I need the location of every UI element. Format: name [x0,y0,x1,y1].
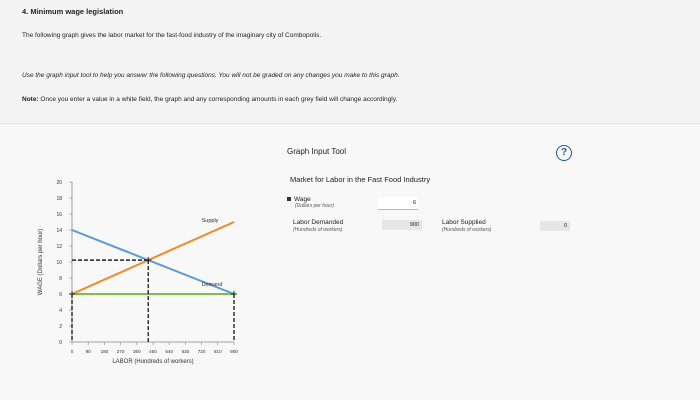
supply-label: Supply [201,218,219,224]
x-axis-label: LABOR (Hundreds of workers) [112,359,194,365]
labor-demanded-value: 900 [382,220,422,230]
x-tick-label: 900 [230,349,238,354]
wage-input[interactable]: 6 [378,197,418,210]
labor-demanded-units: (Hundreds of workers) [293,227,343,233]
note-text: Once you enter a value in a white field, the graph and any corresponding amounts in each grey field will change accordingly. [38,96,398,103]
graph-input-tool-title: Graph Input Tool [287,147,347,156]
labor-supplied-label: Labor Supplied [442,219,486,226]
labor-market-chart[interactable] [30,170,280,375]
x-tick-label: 360 [132,349,141,354]
y-tick-label: 10 [56,260,62,266]
labor-supplied-units: (Hundreds of workers) [442,227,492,233]
y-tick-label: 8 [59,276,62,282]
point-marker [69,291,75,297]
bullet-icon [287,197,291,201]
demand-label: Demand [201,282,223,288]
y-tick-label: 12 [56,244,62,250]
y-tick-label: 18 [56,196,62,202]
y-tick-label: 16 [56,212,62,218]
wage-label-text: Wage [294,196,311,203]
point-marker [145,257,151,263]
market-title: Market for Labor in the Fast Food Industry [290,175,431,184]
y-tick-label: 6 [59,292,62,298]
y-axis-label: WAGE (Dollars per hour) [38,228,44,296]
divider [0,123,700,124]
y-tick-label: 20 [56,180,62,186]
x-tick-label: 810 [213,349,222,354]
question-title: 4. Minimum wage legislation [22,7,124,16]
wage-label [287,196,311,203]
labor-supplied-value: 0 [540,221,570,231]
instructions: Use the graph input tool to help you answer the following questions. You will not be graded on any changes you make to this graph. [22,72,400,79]
x-tick-label: 450 [149,349,157,354]
x-tick-label: 540 [165,349,174,354]
y-tick-label: 4 [59,308,62,314]
note [22,96,397,103]
x-tick-label: 630 [181,349,190,354]
y-tick-label: 0 [59,340,62,346]
question-intro: The following graph gives the labor market for the fast-food industry of the imaginary city of Combopolis. [22,32,322,39]
point-marker [231,291,237,297]
y-tick-label: 2 [59,324,62,330]
wage-units: (Dollars per hour) [295,203,334,209]
note-label: Note: [22,96,39,103]
x-tick-label: 270 [116,349,125,354]
help-icon[interactable]: ? [556,145,572,161]
x-tick-label: 0 [70,349,74,354]
x-tick-label: 90 [85,349,91,354]
x-tick-label: 720 [197,349,206,354]
x-tick-label: 180 [100,349,109,354]
labor-demanded-label: Labor Demanded [293,219,344,226]
y-tick-label: 14 [56,228,62,234]
